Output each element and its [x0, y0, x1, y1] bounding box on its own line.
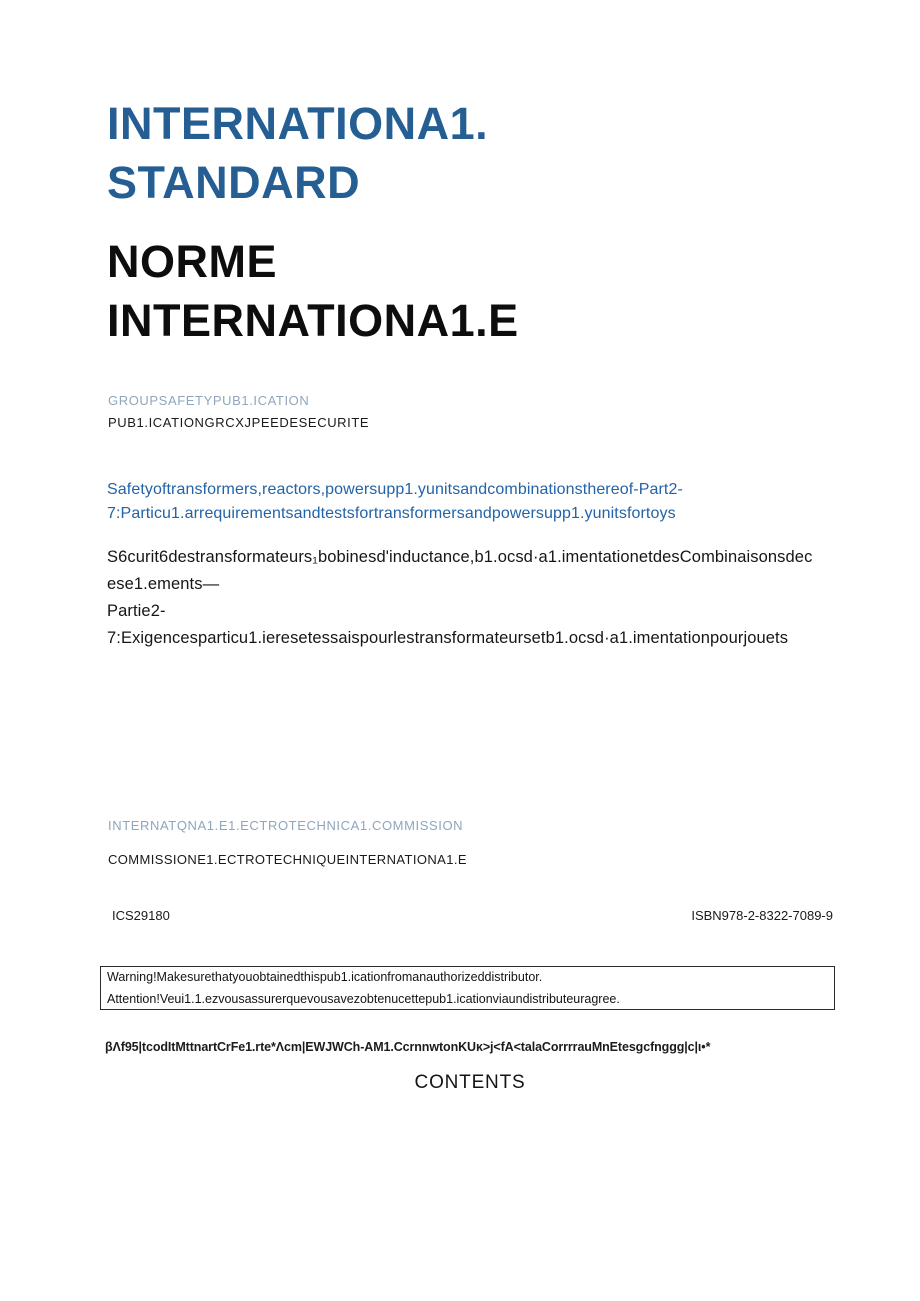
- subject-title-french: [107, 544, 812, 652]
- page-title-english: [107, 94, 488, 212]
- subject-title-english-line2: 7:Particu1.arrequirementsandtestsfortransformersandpowersupp1.yunitsfortoys: [107, 505, 676, 522]
- page-title-french: [107, 232, 519, 350]
- subject-title-french-line4: 7:Exigencesparticu1.ieresetessaispourlestransformateursetb1.ocsd·a1.imentationpourjouets: [107, 629, 789, 647]
- page-title-french-line1: NORME: [107, 236, 277, 287]
- page-title-french-line2: INTERNATIONA1.E: [107, 295, 519, 346]
- warning-box: [100, 966, 835, 1010]
- subject-title-french-line1: S6curit6destransformateurs₁bobinesd'inductance,b1.ocsd·a1.imentationetdesCombinaisonsdec: [107, 548, 813, 566]
- subject-title-french-line3: Partie2-: [107, 602, 166, 620]
- subject-title-french-line2: ese1.ements—: [107, 575, 220, 593]
- warning-text-french: Attention!Veui1.1.ezvousassurerquevousavezobtenucettepub1.icationviaundistributeuragree.: [107, 992, 620, 1006]
- group-safety-label-english: GROUPSAFETYPUB1.ICATION: [108, 393, 310, 408]
- commission-name-french: COMMISSIONE1.ECTROTECHNIQUEINTERNATIONA1.E: [108, 852, 467, 867]
- page-title-english-line1: INTERNATIONA1.: [107, 98, 489, 149]
- group-safety-label-french: PUB1.ICATIONGRCXJPEEDESECURITE: [108, 415, 370, 430]
- commission-name-english: INTERNATQNA1.E1.ECTROTECHNICA1.COMMISSION: [108, 818, 464, 833]
- contents-heading: CONTENTS: [414, 1072, 526, 1093]
- page-title-english-line2: STANDARD: [107, 157, 361, 208]
- codes-row: [107, 908, 833, 923]
- isbn-code: ISBN978-2-8322-7089-9: [691, 908, 833, 923]
- subject-title-english-line1: Safetyoftransformers,reactors,powersupp1.yunitsandcombinationsthereof-Part2-: [107, 481, 683, 498]
- subject-title-english: [107, 478, 683, 526]
- ics-code: ICS29180: [112, 908, 170, 923]
- warning-text-english: Warning!Makesurethatyouobtainedthispub1.icationfromanauthorizeddistributor.: [107, 970, 543, 984]
- imprint-line: βΛf95|tcodItMttnartCrFe1.rte*Λcm|EWJWCh-AM1.CcrnnwtonKUκ>j<fA<talaCorrrrauMnEtesgcfnggg|c|ι•*: [105, 1040, 711, 1054]
